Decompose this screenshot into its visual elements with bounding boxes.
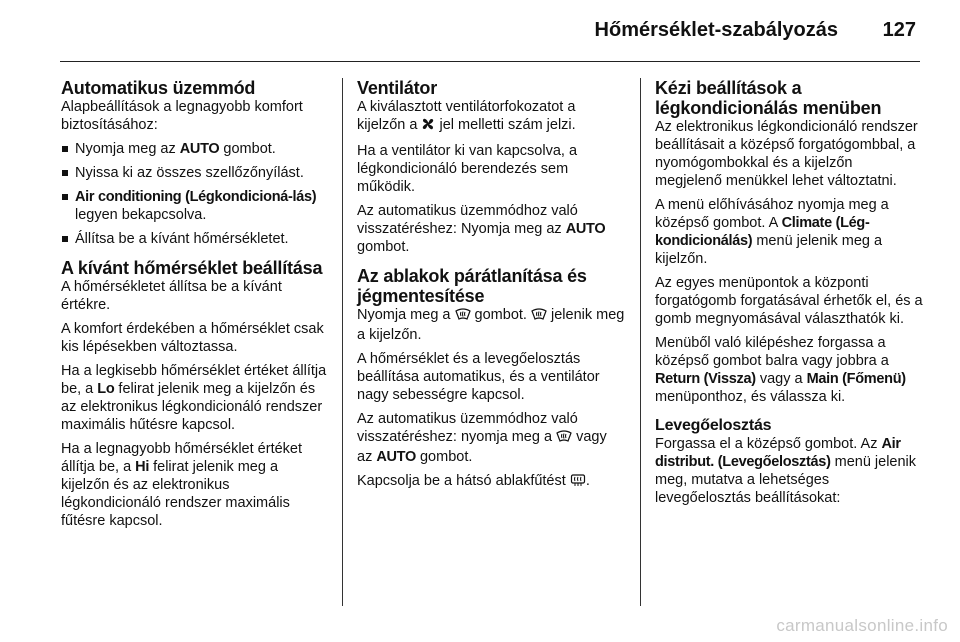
- column-divider-2: [640, 78, 641, 606]
- section-title-air-distribution: Levegőelosztás: [655, 417, 772, 434]
- list-item: Nyomja meg az AUTO gombot.: [61, 140, 329, 158]
- list-item: Air conditioning (Légkondicioná-lás) legyen bekapcsolva.: [61, 188, 329, 224]
- watermark: carmanualsonline.info: [776, 616, 948, 635]
- paragraph: A kiválasztott ventilátorfokozatot a kijelzőn a jel melletti szám jelzi.: [357, 98, 625, 136]
- section-title-manual-settings: Kézi beállítások a légkondicionálás menüben: [655, 78, 882, 118]
- rear-window-heater-icon: [570, 473, 586, 492]
- paragraph: A menü előhívásához nyomja meg a középső gombot. A Climate (Lég-kondicionálás) menü jelenik meg a kijelzőn.: [655, 197, 889, 267]
- paragraph: Menüből való kilépéshez forgassa a középső gombot balra vagy jobbra a Return (Vissza) vagy a Main (Főmenü) menüponthoz, és válassza ki.: [655, 335, 906, 405]
- section-title-fan: Ventilátor: [357, 78, 438, 98]
- column-3: [655, 78, 923, 513]
- paragraph: Ha a ventilátor ki van kapcsolva, a légkondicionáló berendezés sem működik.: [357, 143, 578, 195]
- header-divider: [60, 61, 920, 62]
- column-divider-1: [342, 78, 343, 606]
- paragraph: Az egyes menüpontok a központi forgatógomb forgatásával érhetők el, és a gomb megnyomásával választhatók ki.: [655, 275, 923, 327]
- paragraph: Alapbeállítások a legnagyobb komfort biztosításához:: [61, 99, 303, 133]
- page-title: Hőmérséklet-szabályozás: [594, 19, 838, 41]
- windshield-defrost-icon: [455, 307, 471, 326]
- column-1: [61, 78, 329, 536]
- paragraph: Az elektronikus légkondicionáló rendszer beállításait a középső forgatógombbal, a nyomógombokkal és a kijelzőn megjelenő menükkel lehet változtatni.: [655, 119, 918, 189]
- section-title-temperature: A kívánt hőmérséklet beállítása: [61, 258, 323, 278]
- page-header: [0, 0, 960, 60]
- fan-icon: [421, 117, 435, 136]
- windshield-defrost-icon: [531, 307, 547, 326]
- paragraph: A komfort érdekében a hőmérséklet csak kis lépésekben változtassa.: [61, 321, 324, 355]
- paragraph: Nyomja meg a gombot. jelenik meg a kijelzőn.: [357, 307, 625, 343]
- page-number: 127: [882, 19, 916, 41]
- paragraph: Az automatikus üzemmódhoz való visszatéréshez: nyomja meg a vagy az AUTO gombot.: [357, 411, 607, 465]
- section-title-defrost: Az ablakok párátlanítása és jégmentesítése: [357, 266, 587, 306]
- paragraph: A hőmérsékletet állítsa be a kívánt értékre.: [61, 279, 282, 313]
- list-item: Nyissa ki az összes szellőzőnyílást.: [61, 164, 329, 182]
- column-2: [357, 78, 625, 498]
- paragraph: A hőmérséklet és a levegőelosztás beállítása automatikus, és a ventilátor nagy sebességre kapcsol.: [357, 351, 600, 403]
- paragraph: Ha a legkisebb hőmérséklet értéket állítja be, a Lo felirat jelenik meg a kijelzőn és az elektronikus légkondicionáló rendszer maximális hűtésre kapcsol.: [61, 363, 327, 433]
- paragraph: Ha a legnagyobb hőmérséklet értéket állítja be, a Hi felirat jelenik meg a kijelzőn és az elektronikus légkondicionáló rendszer maximális fűtésre kapcsol.: [61, 441, 303, 529]
- windshield-defrost-icon: [556, 429, 572, 448]
- paragraph: Kapcsolja be a hátsó ablakfűtést .: [357, 472, 625, 492]
- section-title-automatic-mode: Automatikus üzemmód: [61, 78, 256, 98]
- paragraph: Forgassa el a középső gombot. Az Air distribut. (Levegőelosztás) menü jelenik meg, mutatva a lehetséges levegőelosztás beállításokat:: [655, 436, 917, 506]
- paragraph: Az automatikus üzemmódhoz való visszatéréshez: Nyomja meg az AUTO gombot.: [357, 203, 606, 255]
- list-item: Állítsa be a kívánt hőmérsékletet.: [61, 230, 329, 248]
